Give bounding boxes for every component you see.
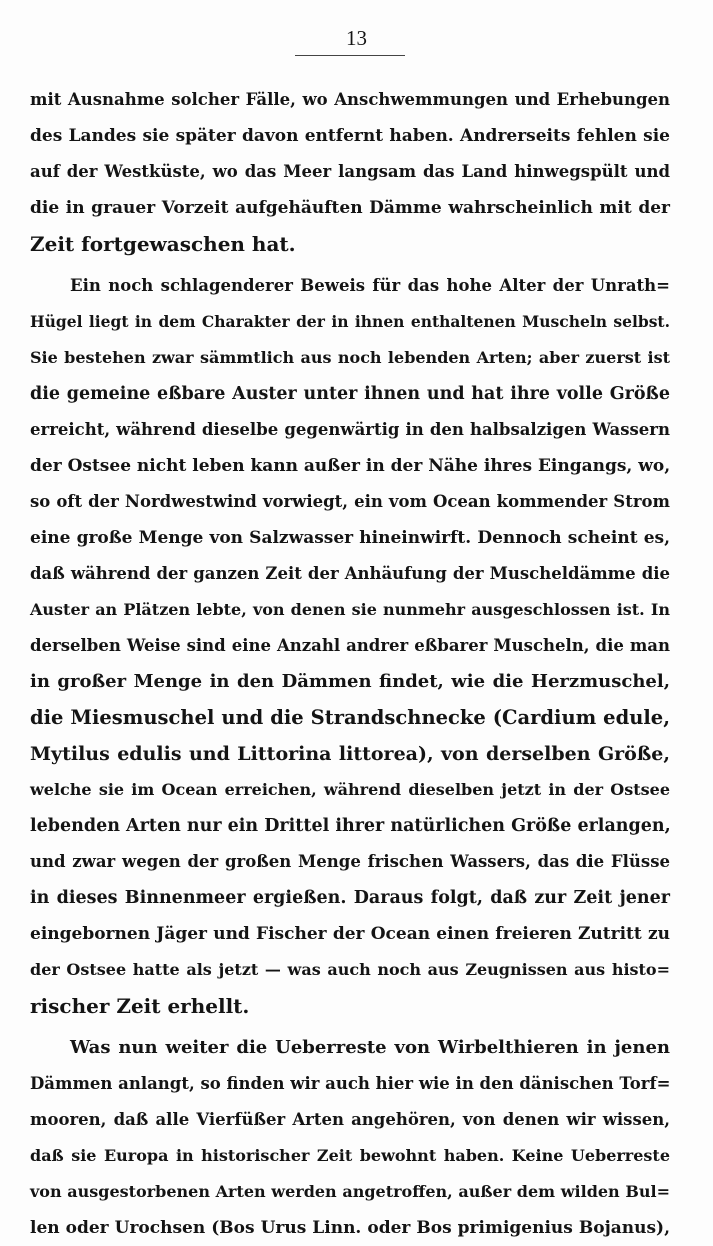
text-line: erreicht, während dieselbe gegenwärtig in den halbsalzigen Wassern <box>30 420 670 439</box>
text-line: in dieses Binnenmeer ergießen. Daraus folgt, daß zur Zeit jener <box>30 888 670 908</box>
text-line: der Ostsee nicht leben kann außer in der Nähe ihres Eingangs, wo, <box>30 456 671 476</box>
text-line: daß während der ganzen Zeit der Anhäufung der Muscheldämme die <box>30 564 670 583</box>
paragraph-2 <box>30 268 670 1024</box>
text-line: der Ostsee hatte als jetzt — was auch noch aus Zeugnissen aus histo= <box>30 960 670 979</box>
text-line: Zeit fortgewaschen hat. <box>30 232 296 256</box>
text-line: eine große Menge von Salzwasser hineinwirft. Dennoch scheint es, <box>30 528 670 548</box>
text-line: mit Ausnahme solcher Fälle, wo Anschwemmungen und Erhebungen <box>30 90 670 109</box>
text-line: Ein noch schlagenderer Beweis für das hohe Alter der Unrath= <box>70 276 670 295</box>
text-line: rischer Zeit erhellt. <box>30 994 250 1018</box>
paragraph-1 <box>30 82 670 262</box>
text-line: Auster an Plätzen lebte, von denen sie nunmehr ausgeschlossen ist. In <box>30 600 670 619</box>
text-line: so oft der Nordwestwind vorwiegt, ein vom Ocean kommender Strom <box>30 492 670 511</box>
text-line: die in grauer Vorzeit aufgehäuften Dämme wahrscheinlich mit der <box>30 198 670 218</box>
text-line: Mytilus edulis und Littorina littorea), von derselben Größe, <box>30 743 670 765</box>
text-line: derselben Weise sind eine Anzahl andrer eßbarer Muscheln, die man <box>30 636 670 655</box>
text-line: und zwar wegen der großen Menge frischen Wassers, das die Flüsse <box>30 852 670 871</box>
text-line: von ausgestorbenen Arten werden angetroffen, außer dem wilden Bul= <box>30 1182 670 1201</box>
text-line: Hügel liegt in dem Charakter der in ihnen enthaltenen Muscheln selbst. <box>30 312 670 331</box>
text-line: mooren, daß alle Vierfüßer Arten angehören, von denen wir wissen, <box>30 1110 670 1129</box>
text-line: daß sie Europa in historischer Zeit bewohnt haben. Keine Ueberreste <box>30 1146 670 1165</box>
page-number: 13 <box>346 26 367 50</box>
text-line: eingebornen Jäger und Fischer der Ocean einen freieren Zutritt zu <box>30 924 670 944</box>
text-line: in großer Menge in den Dämmen findet, wie die Herzmuschel, <box>30 671 670 692</box>
text-line: Dämmen anlangt, so finden wir auch hier wie in den dänischen Torf= <box>30 1074 671 1093</box>
paragraph-3 <box>30 1030 670 1246</box>
body-text <box>30 82 670 1246</box>
text-line: die gemeine eßbare Auster unter ihnen und hat ihre volle Größe <box>30 384 670 404</box>
text-line: welche sie im Ocean erreichen, während dieselben jetzt in der Ostsee <box>30 780 670 799</box>
text-line: die Miesmuschel und die Strandschnecke (Cardium edule, <box>30 706 670 729</box>
text-line: Sie bestehen zwar sämmtlich aus noch lebenden Arten; aber zuerst ist <box>30 348 670 367</box>
text-line: Was nun weiter die Ueberreste von Wirbelthieren in jenen <box>70 1037 670 1058</box>
page-number-rule <box>295 55 405 56</box>
text-line: auf der Westküste, wo das Meer langsam das Land hinwegspült und <box>30 162 670 181</box>
text-line: lebenden Arten nur ein Drittel ihrer natürlichen Größe erlangen, <box>30 816 671 836</box>
text-line: len oder Urochsen (Bos Urus Linn. oder Bos primigenius Bojanus), <box>30 1218 670 1238</box>
text-line: des Landes sie später davon entfernt haben. Andrerseits fehlen sie <box>30 126 670 146</box>
